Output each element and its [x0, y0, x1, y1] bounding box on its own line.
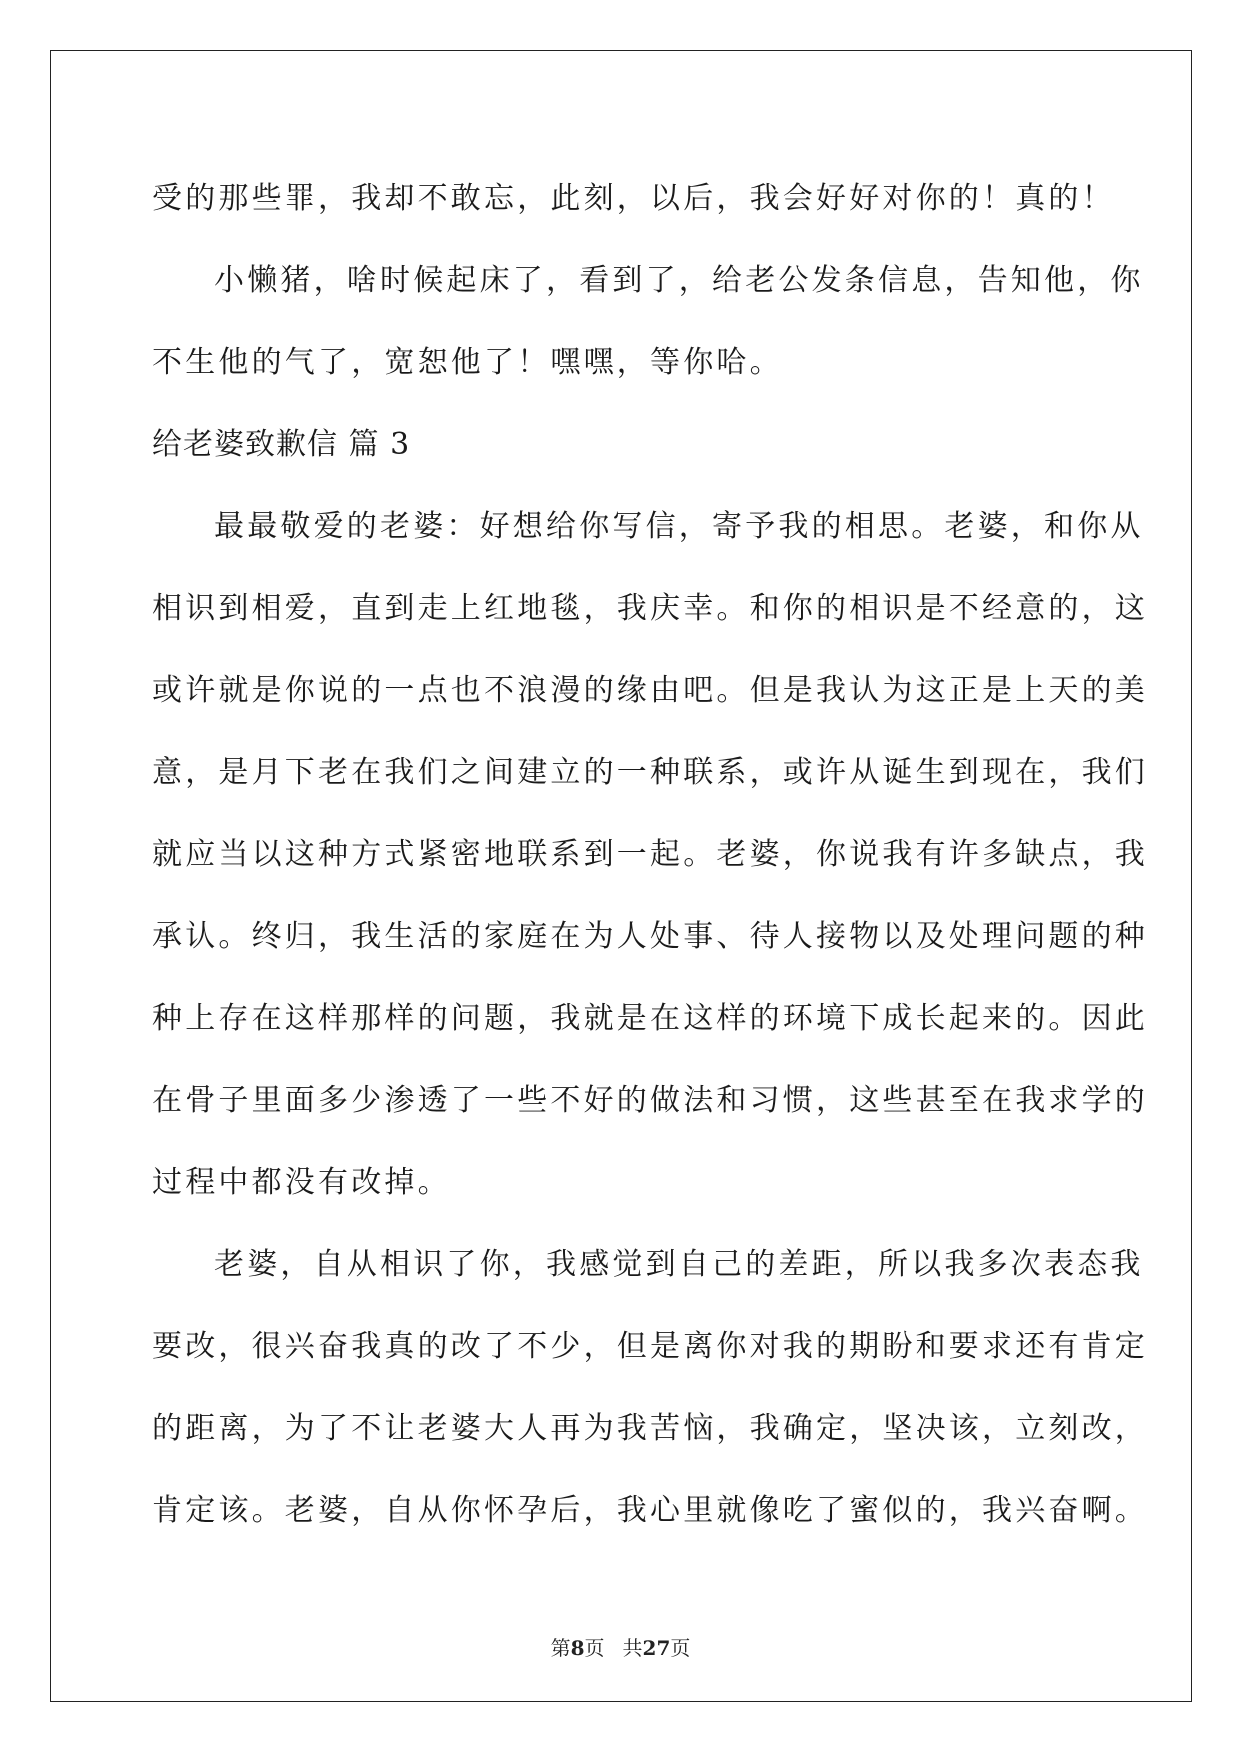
text-line: 要改，很兴奋我真的改了不少，但是离你对我的期盼和要求还有肯定 [152, 1329, 1148, 1364]
page-suffix: 页 [584, 1636, 605, 1660]
text-line: 的距离，为了不让老婆大人再为我苦恼，我确定，坚决该，立刻改， [152, 1411, 1148, 1446]
page-footer [0, 1632, 1241, 1661]
text-line: 肯定该。老婆，自从你怀孕后，我心里就像吃了蜜似的，我兴奋啊。 [152, 1493, 1148, 1528]
text-line: 过程中都没有改掉。 [152, 1165, 451, 1200]
text-line: 承认。终归，我生活的家庭在为人处事、待人接物以及处理问题的种 [152, 919, 1148, 954]
text-line: 最最敬爱的老婆：好想给你写信，寄予我的相思。老婆，和你从 [214, 509, 1144, 544]
text-line: 种上存在这样那样的问题，我就是在这样的环境下成长起来的。因此 [152, 1001, 1148, 1036]
text-line: 就应当以这种方式紧密地联系到一起。老婆，你说我有许多缺点，我 [152, 837, 1148, 872]
total-prefix: 共 [622, 1636, 643, 1660]
text-line: 在骨子里面多少渗透了一些不好的做法和习惯，这些甚至在我求学的 [152, 1083, 1148, 1118]
total-suffix: 页 [670, 1636, 691, 1660]
text-line: 相识到相爱，直到走上红地毯，我庆幸。和你的相识是不经意的，这 [152, 591, 1148, 626]
text-line: 不生他的气了，宽恕他了！嘿嘿，等你哈。 [152, 345, 783, 380]
total-pages: 27 [642, 1636, 671, 1660]
text-line: 老婆，自从相识了你，我感觉到自己的差距，所以我多次表态我 [214, 1247, 1144, 1282]
text-line: 小懒猪，啥时候起床了，看到了，给老公发条信息，告知他，你 [214, 263, 1144, 298]
document-body [152, 158, 1148, 1552]
text-line: 受的那些罪，我却不敢忘，此刻，以后，我会好好对你的！真的！ [152, 181, 1115, 216]
section-title: 给老婆致歉信 篇 3 [152, 427, 411, 462]
page-number: 8 [570, 1636, 585, 1660]
text-line: 或许就是你说的一点也不浪漫的缘由吧。但是我认为这正是上天的美 [152, 673, 1148, 708]
text-line: 意，是月下老在我们之间建立的一种联系，或许从诞生到现在，我们 [152, 755, 1148, 790]
page-prefix: 第 [550, 1636, 571, 1660]
